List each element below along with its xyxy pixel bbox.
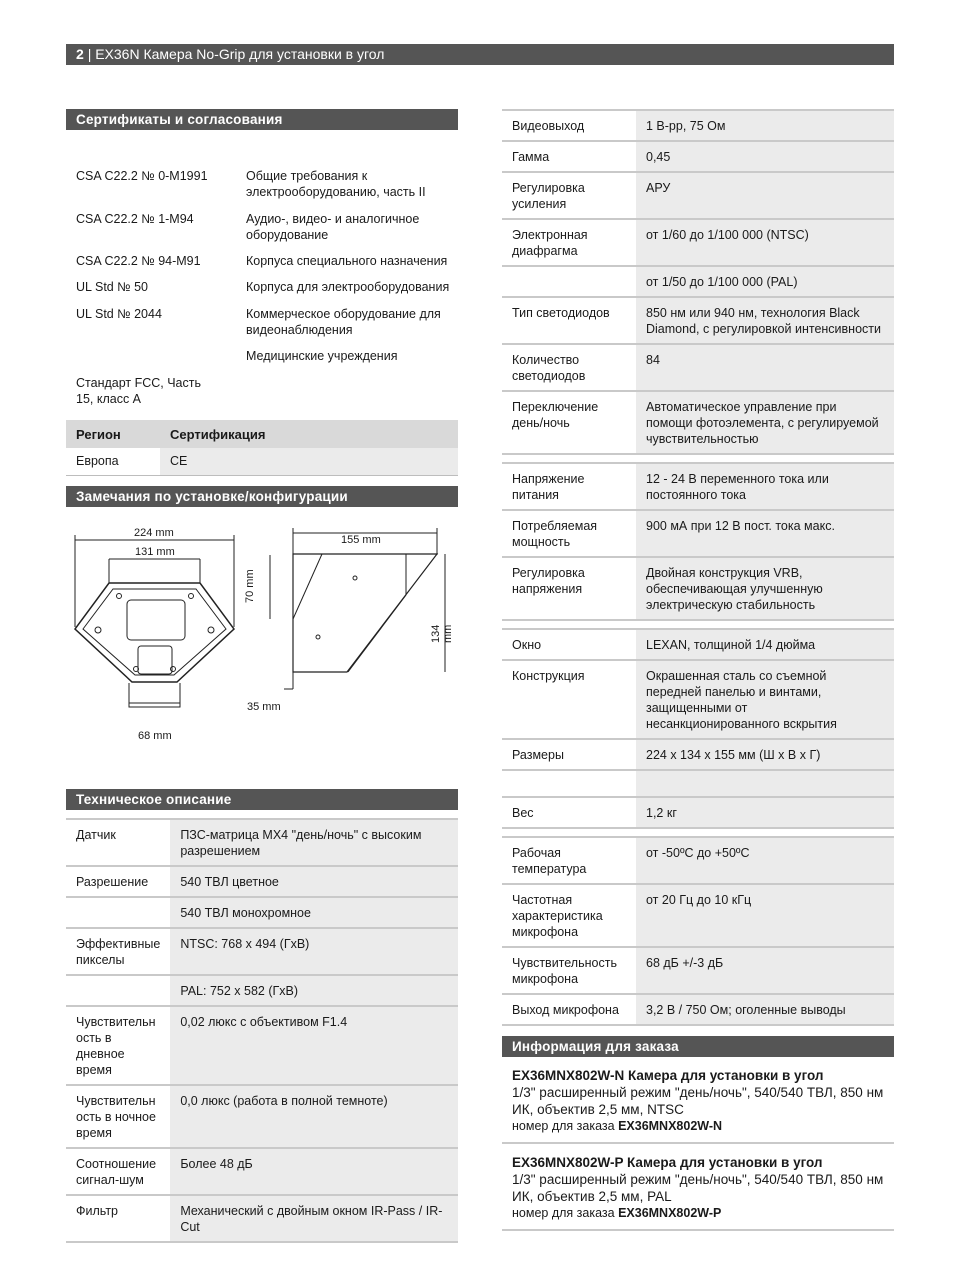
tech-section-title: Техническое описание (66, 789, 458, 810)
spec-key: Конструкция (502, 660, 636, 739)
spec-value (636, 770, 894, 797)
cert-row (66, 253, 458, 269)
spec-key: Видеовыход (502, 111, 636, 141)
order-item-number-line (512, 1118, 894, 1135)
tech-key: Соотношение сигнал-шум (66, 1148, 170, 1195)
table-row (66, 1148, 458, 1195)
spec-key: Переключение день/ночь (502, 391, 636, 454)
order-item-number-line (512, 1205, 894, 1222)
spec-value: Окрашенная сталь со съемной передней панелью и винтами, защищенными от несанкционированного вскрытия (636, 660, 894, 739)
install-section-title: Замечания по установке/конфигурации (66, 486, 458, 507)
cert-row (66, 306, 458, 338)
table-row (502, 463, 894, 510)
cert-desc (216, 375, 428, 407)
spec-value: LEXAN, толщиной 1/4 дюйма (636, 629, 894, 660)
cert-desc: Общие требования к электрооборудованию, часть II (246, 169, 426, 199)
region-cell: Европа (66, 448, 160, 475)
table-row (502, 770, 894, 797)
group-gap (502, 454, 894, 463)
tech-key: Разрешение (66, 866, 170, 897)
tech-key (66, 897, 170, 928)
spec-key: Регулировка напряжения (502, 557, 636, 620)
spec-value: 68 дБ +/-3 дБ (636, 947, 894, 994)
cert-row (66, 375, 428, 407)
order-item (502, 1144, 894, 1231)
certification-header: Сертификация (160, 420, 458, 448)
spec-value: 1 В-pp, 75 Ом (636, 111, 894, 141)
table-row (502, 344, 894, 391)
table-row (66, 975, 458, 1006)
table-row (502, 739, 894, 770)
table-row (502, 510, 894, 557)
table-row (502, 797, 894, 828)
tech-key: Чувствительн ость в ночное время (66, 1085, 170, 1148)
table-row (502, 837, 894, 884)
cert-desc: Коммерческое оборудование для видеонаблюдения (246, 307, 441, 337)
cert-std: CSA C22.2 № 1-M94 (76, 212, 194, 226)
table-row (502, 219, 894, 266)
table-row (502, 629, 894, 660)
spec-key: Вес (502, 797, 636, 828)
order-number-label: номер для заказа (512, 1119, 615, 1133)
cert-std: CSA C22.2 № 94-M91 (76, 254, 201, 268)
spec-value: 0,45 (636, 141, 894, 172)
spec-key: Чувствительность микрофона (502, 947, 636, 994)
tech-key: Датчик (66, 820, 170, 866)
order-item-title: EX36MNX802W-P Камера для установки в угол (512, 1155, 823, 1170)
cert-std: Стандарт FCC, Часть 15, класс A (76, 376, 201, 406)
spec-value: от 20 Гц до 10 кГц (636, 884, 894, 947)
page-header-title: | EX36N Камера No-Grip для установки в угол (87, 46, 385, 62)
tech-key (66, 975, 170, 1006)
spec-key: Тип светодиодов (502, 297, 636, 344)
cert-row (66, 279, 458, 295)
table-row (502, 947, 894, 994)
table-row (502, 391, 894, 454)
order-item (502, 1057, 894, 1144)
dimension-diagram (66, 507, 458, 767)
spec-key: Электронная диафрагма (502, 219, 636, 266)
left-column (66, 109, 458, 1243)
tech-value: PAL: 752 x 582 (ГхВ) (170, 975, 458, 1006)
cert-desc: Корпуса для электрооборудования (246, 280, 450, 294)
spec-value: 224 x 134 x 155 мм (Ш x В x Г) (636, 739, 894, 770)
tech-value: Более 48 дБ (170, 1148, 458, 1195)
spec-key (502, 266, 636, 297)
table-row (502, 884, 894, 947)
table-row (502, 141, 894, 172)
certification-cell: CE (160, 448, 458, 475)
table-row (502, 557, 894, 620)
spec-key: Регулировка усиления (502, 172, 636, 219)
dim-134: 134 mm (430, 624, 454, 643)
tech-value: ПЗС-матрица MX4 "день/ночь" с высоким разрешением (170, 820, 458, 866)
table-row (66, 820, 458, 866)
right-column (502, 109, 894, 1231)
spec-value: 84 (636, 344, 894, 391)
cert-row (66, 168, 458, 200)
tech-key: Фильтр (66, 1195, 170, 1242)
region-table (66, 420, 458, 476)
tech-value: Механический с двойным окном IR-Pass / IR-Cut (170, 1195, 458, 1242)
group-gap (502, 828, 894, 837)
dim-35: 35 mm (247, 700, 281, 713)
spec-value: Двойная конструкция VRB, обеспечивающая улучшенную электрическую стабильность (636, 557, 894, 620)
order-number: EX36MNX802W-P (618, 1206, 722, 1220)
dimension-drawing (66, 507, 458, 769)
table-row (66, 897, 458, 928)
table-row (66, 1195, 458, 1242)
table-row (66, 1006, 458, 1085)
ordering-list (502, 1057, 894, 1231)
table-row (66, 448, 458, 475)
tech-value: 540 ТВЛ монохромное (170, 897, 458, 928)
spec-value: АРУ (636, 172, 894, 219)
tech-value: 540 ТВЛ цветное (170, 866, 458, 897)
table-row (502, 297, 894, 344)
table-row (66, 866, 458, 897)
spec-value: Автоматическое управление при помощи фотоэлемента, с регулируемой чувствительностью (636, 391, 894, 454)
spec-value: 850 нм или 940 нм, технология Black Diamond, с регулировкой интенсивности (636, 297, 894, 344)
cert-std: CSA C22.2 № 0-M1991 (76, 169, 208, 183)
table-row (66, 928, 458, 975)
tech-table (66, 820, 458, 1243)
tech-value: 0,02 люкс с объективом F1.4 (170, 1006, 458, 1085)
dim-70: 70 mm (244, 568, 256, 603)
spec-key: Рабочая температура (502, 837, 636, 884)
spec-value: 12 - 24 В переменного тока или постоянного тока (636, 463, 894, 510)
spec-key: Выход микрофона (502, 994, 636, 1025)
dim-131: 131 mm (135, 545, 175, 558)
order-item-desc: 1/3" расширенный режим "день/ночь", 540/540 ТВЛ, 850 нм ИК, объектив 2,5 мм, PAL (512, 1172, 884, 1204)
ordering-section-title: Информация для заказа (502, 1036, 894, 1057)
dim-155: 155 mm (341, 533, 381, 546)
region-header: Регион (66, 420, 160, 448)
spec-value: 3,2 В / 750 Ом; оголенные выводы (636, 994, 894, 1025)
table-row (502, 111, 894, 141)
certs-list (66, 130, 458, 420)
spec-key: Гамма (502, 141, 636, 172)
cert-std: UL Std № 50 (76, 280, 149, 294)
tech-value: 0,0 люкс (работа в полной темноте) (170, 1085, 458, 1148)
specs-table (502, 111, 894, 1026)
spec-key: Размеры (502, 739, 636, 770)
table-row (502, 266, 894, 297)
group-gap (502, 620, 894, 629)
tech-key: Эффективные пикселы (66, 928, 170, 975)
cert-row (66, 211, 458, 243)
spec-value: от -50ºС до +50ºС (636, 837, 894, 884)
spec-key: Окно (502, 629, 636, 660)
spec-key: Напряжение питания (502, 463, 636, 510)
spec-value: 1,2 кг (636, 797, 894, 828)
spec-key: Количество светодиодов (502, 344, 636, 391)
order-item-desc: 1/3" расширенный режим "день/ночь", 540/540 ТВЛ, 850 нм ИК, объектив 2,5 мм, NTSC (512, 1085, 884, 1117)
cert-std (66, 348, 246, 364)
certs-section-title: Сертификаты и согласования (66, 109, 458, 130)
table-row (502, 172, 894, 219)
table-row (66, 1085, 458, 1148)
page-number: 2 (76, 46, 84, 62)
order-number-label: номер для заказа (512, 1206, 615, 1220)
spec-key (502, 770, 636, 797)
order-number: EX36MNX802W-N (618, 1119, 723, 1133)
dim-224: 224 mm (134, 526, 174, 539)
cert-std: UL Std № 2044 (76, 307, 162, 321)
cert-desc: Медицинские учреждения (246, 349, 398, 363)
spec-value: от 1/60 до 1/100 000 (NTSC) (636, 219, 894, 266)
table-row (502, 660, 894, 739)
cert-row (66, 348, 458, 364)
spec-value: от 1/50 до 1/100 000 (PAL) (636, 266, 894, 297)
spec-key: Потребляемая мощность (502, 510, 636, 557)
table-row (502, 994, 894, 1025)
tech-key: Чувствительн ость в дневное время (66, 1006, 170, 1085)
cert-desc: Корпуса специального назначения (246, 254, 448, 268)
spec-key: Частотная характеристика микрофона (502, 884, 636, 947)
dim-68: 68 mm (138, 729, 172, 742)
page-header (66, 44, 894, 65)
tech-value: NTSC: 768 x 494 (ГхВ) (170, 928, 458, 975)
order-item-title: EX36MNX802W-N Камера для установки в угол (512, 1068, 824, 1083)
spec-value: 900 мА при 12 В пост. тока макс. (636, 510, 894, 557)
cert-desc: Аудио-, видео- и аналогичное оборудование (246, 212, 420, 242)
